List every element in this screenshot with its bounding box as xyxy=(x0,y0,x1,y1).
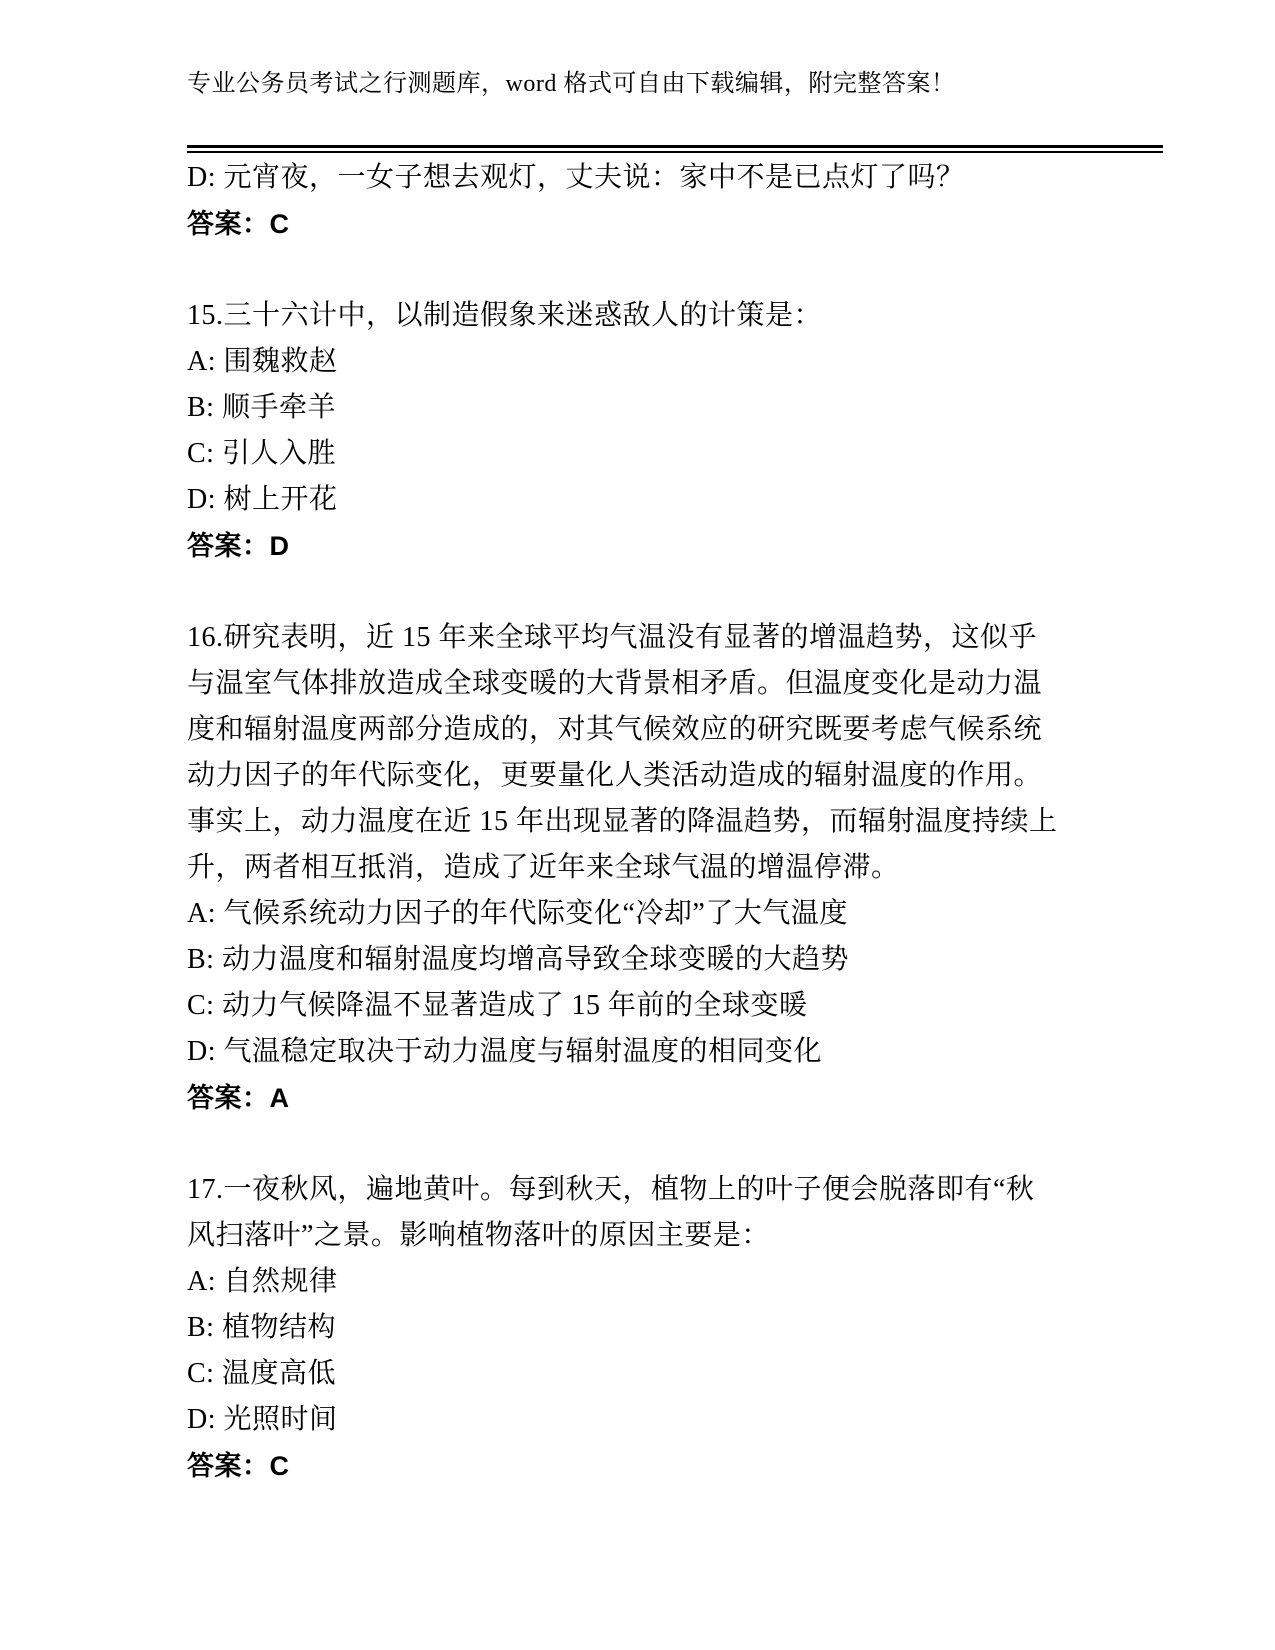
question-stem-line: 事实上，动力温度在近 15 年出现显著的降温趋势，而辐射温度持续上 xyxy=(187,806,1058,837)
answer-line: 答案：C xyxy=(187,1451,290,1481)
document-content xyxy=(187,155,1117,1535)
question-stem-line: 升，两者相互抵消，造成了近年来全球气温的增温停滞。 xyxy=(187,852,900,883)
header-divider-line xyxy=(187,145,1163,153)
option-line-d: D: 树上开花 xyxy=(187,484,338,515)
question-17 xyxy=(187,1167,1117,1489)
option-line-d: D: 元宵夜，一女子想去观灯，丈夫说：家中不是已点灯了吗？ xyxy=(187,162,965,193)
option-line-d: D: 气温稳定取决于动力温度与辐射温度的相同变化 xyxy=(187,1036,823,1067)
question-stem-line: 15.三十六计中，以制造假象来迷惑敌人的计策是： xyxy=(187,300,823,331)
question-stem-line: 16.研究表明，近 15 年来全球平均气温没有显著的增温趋势，这似乎 xyxy=(187,622,1038,653)
question-stem-line: 动力因子的年代际变化，更要量化人类活动造成的辐射温度的作用。 xyxy=(187,760,1043,791)
option-line-b: B: 动力温度和辐射温度均增高导致全球变暖的大趋势 xyxy=(187,944,849,975)
question-stem-line: 17.一夜秋风，遍地黄叶。每到秋天，植物上的叶子便会脱落即有“秋 xyxy=(187,1174,1035,1205)
page-header-note: 专业公务员考试之行测题库，word 格式可自由下载编辑，附完整答案！ xyxy=(187,71,956,97)
option-line-a: A: 围魏救赵 xyxy=(187,346,338,377)
answer-line: 答案：C xyxy=(187,209,290,239)
option-line-c: C: 引人入胜 xyxy=(187,438,336,469)
option-line-c: C: 动力气候降温不显著造成了 15 年前的全球变暖 xyxy=(187,990,808,1021)
option-line-b: B: 顺手牵羊 xyxy=(187,392,336,423)
answer-line: 答案：D xyxy=(187,531,290,561)
option-line-a: A: 自然规律 xyxy=(187,1266,338,1297)
question-stem-line: 与温室气体排放造成全球变暖的大背景相矛盾。但温度变化是动力温 xyxy=(187,668,1043,699)
question-14-tail xyxy=(187,155,1117,247)
option-line-b: B: 植物结构 xyxy=(187,1312,336,1343)
option-line-d: D: 光照时间 xyxy=(187,1404,338,1435)
option-line-c: C: 温度高低 xyxy=(187,1358,336,1389)
question-stem-line: 度和辐射温度两部分造成的，对其气候效应的研究既要考虑气候系统 xyxy=(187,714,1043,745)
question-15 xyxy=(187,293,1117,569)
option-line-a: A: 气候系统动力因子的年代际变化“冷却”了大气温度 xyxy=(187,898,848,929)
question-16 xyxy=(187,615,1117,1121)
question-stem-line: 风扫落叶”之景。影响植物落叶的原因主要是： xyxy=(187,1220,770,1251)
answer-line: 答案：A xyxy=(187,1083,290,1113)
